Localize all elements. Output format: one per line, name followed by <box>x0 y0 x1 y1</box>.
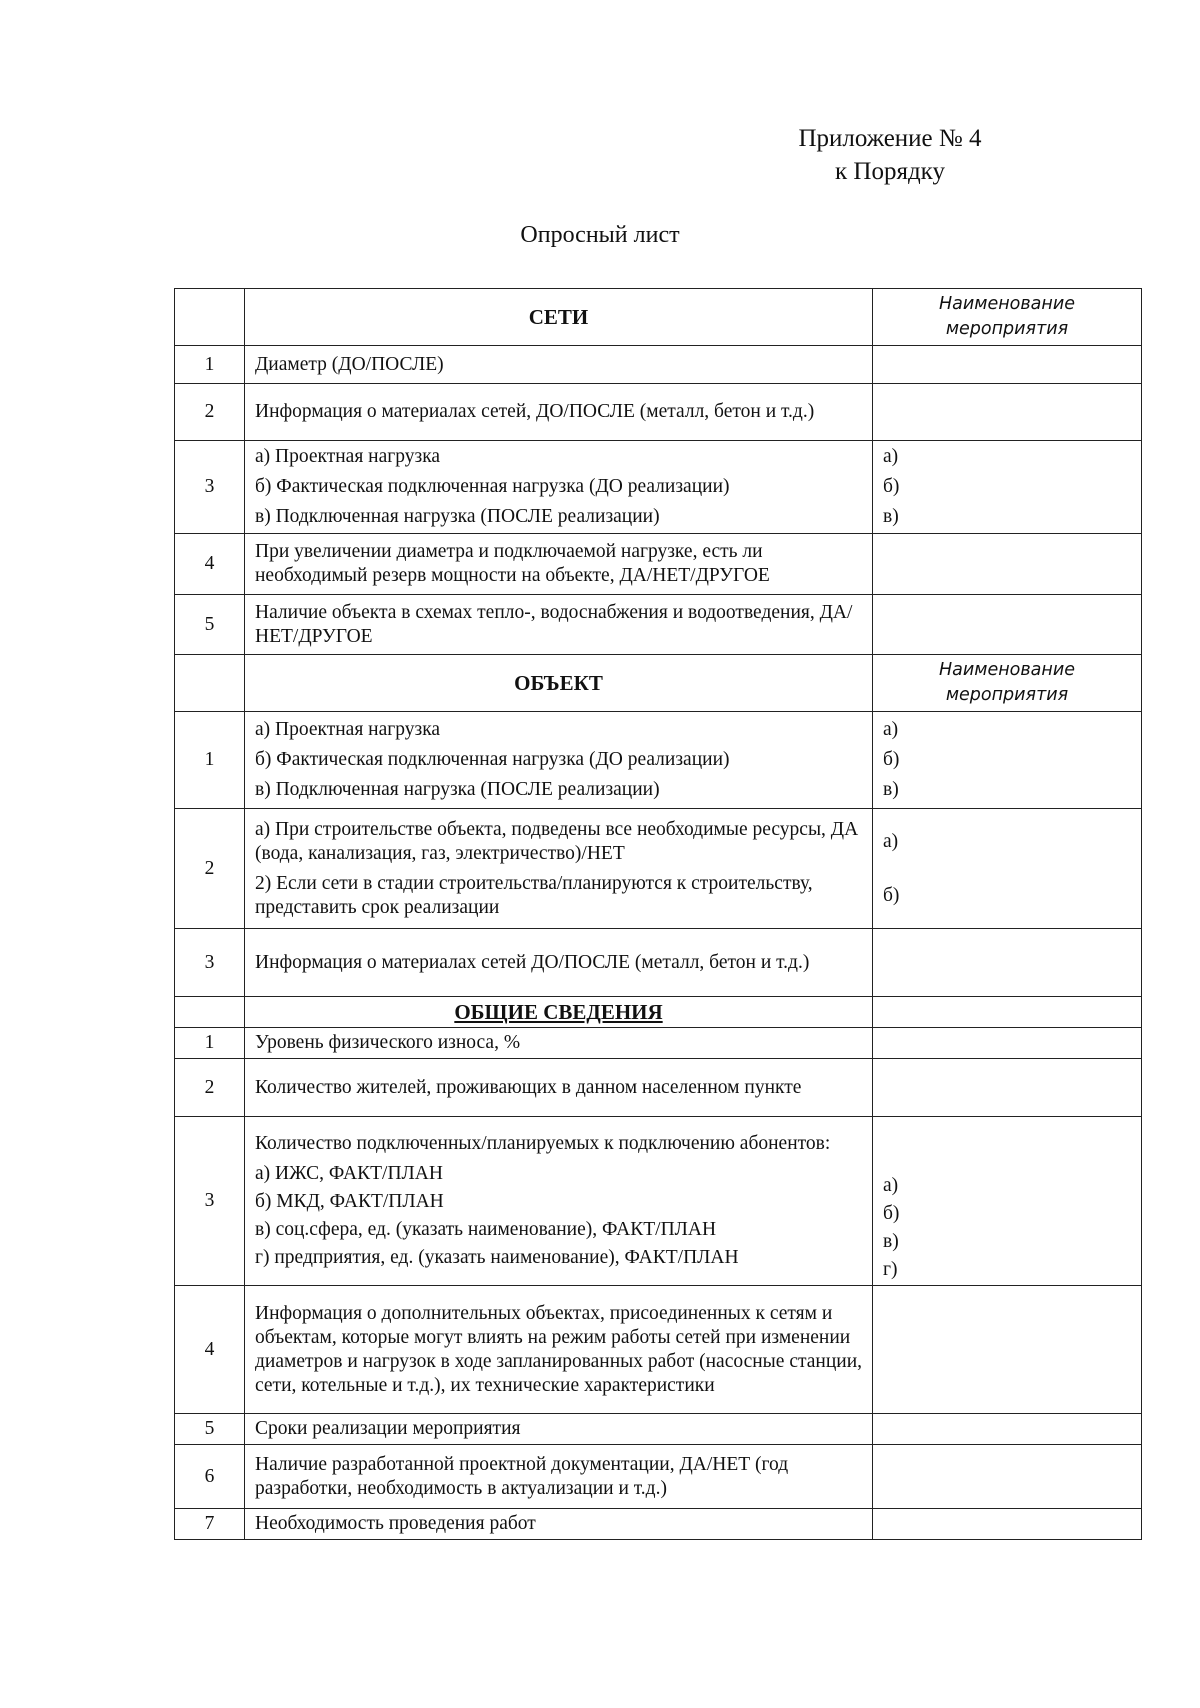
table-row <box>175 346 1142 384</box>
table-row <box>175 1414 1142 1445</box>
answer-cell[interactable] <box>873 595 1142 655</box>
row-intro: Количество подключенных/планируемых к подключению абонентов: <box>255 1133 831 1154</box>
table-row <box>175 1509 1142 1540</box>
answer-cell[interactable] <box>873 346 1142 384</box>
sub-item: а) При строительстве объекта, подведены все необходимые ресурсы, ДА (вода, канализация, газ, электричество)/НЕТ <box>255 818 859 864</box>
appendix-number: Приложение № 4 <box>798 125 982 152</box>
row-text <box>245 1117 873 1286</box>
row-number: 2 <box>175 384 245 441</box>
row-number: 1 <box>175 346 245 384</box>
section-header-object <box>175 655 1142 712</box>
sub-item: б) Фактическая подключенная нагрузка (ДО реализации) <box>255 749 730 770</box>
action-column-header: Наименование мероприятия <box>873 289 1142 346</box>
sub-item: в) Подключенная нагрузка (ПОСЛЕ реализации) <box>255 779 660 800</box>
section-header-general <box>175 997 1142 1028</box>
sub-item: а) Проектная нагрузка <box>255 719 441 740</box>
header-num-cell <box>175 655 245 712</box>
row-text <box>245 712 873 809</box>
section-header-networks <box>175 289 1142 346</box>
row-text: При увеличении диаметра и подключаемой нагрузке, есть ли необходимый резерв мощности на объекте, ДА/НЕТ/ДРУГОЕ <box>245 534 873 595</box>
sub-item: а) Проектная нагрузка <box>255 446 441 467</box>
row-text: Информация о материалах сетей, ДО/ПОСЛЕ (металл, бетон и т.д.) <box>245 384 873 441</box>
row-text: Информация о дополнительных объектах, присоединенных к сетям и объектам, которые могут влиять на режим работы сетей при изменении диаметров и нагрузок в ходе запланированных работ (насосные станции, сети, котельные и т.д.), их технические характеристики <box>245 1286 873 1414</box>
header-num-cell <box>175 289 245 346</box>
sub-item: г) предприятия, ед. (указать наименование), ФАКТ/ПЛАН <box>255 1247 739 1268</box>
table-row <box>175 1028 1142 1059</box>
row-number: 3 <box>175 441 245 534</box>
table-row <box>175 441 1142 534</box>
answer-letter: б) <box>883 749 900 770</box>
answer-letter: б) <box>883 884 900 906</box>
row-number: 1 <box>175 712 245 809</box>
questionnaire-table <box>174 288 1142 1540</box>
row-text: Диаметр (ДО/ПОСЛЕ) <box>245 346 873 384</box>
row-text <box>245 441 873 534</box>
row-number: 6 <box>175 1445 245 1509</box>
answer-letter: а) <box>883 719 899 740</box>
answer-cell[interactable] <box>873 1509 1142 1540</box>
answer-letter: г) <box>883 1259 898 1280</box>
answer-cell[interactable] <box>873 1117 1142 1286</box>
section-title-object: ОБЪЕКТ <box>245 655 873 712</box>
sub-item: б) МКД, ФАКТ/ПЛАН <box>255 1191 444 1212</box>
row-text: Информация о материалах сетей ДО/ПОСЛЕ (металл, бетон и т.д.) <box>245 929 873 997</box>
answer-letter: в) <box>883 779 899 800</box>
row-number: 4 <box>175 1286 245 1414</box>
section-title-networks: СЕТИ <box>245 289 873 346</box>
answer-letter: а) <box>883 446 899 467</box>
answer-cell[interactable] <box>873 1286 1142 1414</box>
table-row <box>175 712 1142 809</box>
table-row <box>175 1445 1142 1509</box>
table-row <box>175 809 1142 929</box>
sub-item: в) Подключенная нагрузка (ПОСЛЕ реализации) <box>255 506 660 527</box>
answer-cell[interactable] <box>873 1414 1142 1445</box>
answer-letter: а) <box>883 830 899 852</box>
row-number: 4 <box>175 534 245 595</box>
row-number: 3 <box>175 929 245 997</box>
answer-cell[interactable] <box>873 441 1142 534</box>
row-text: Уровень физического износа, % <box>245 1028 873 1059</box>
sub-item: б) Фактическая подключенная нагрузка (ДО реализации) <box>255 476 730 497</box>
answer-cell[interactable] <box>873 1445 1142 1509</box>
answer-cell[interactable] <box>873 712 1142 809</box>
row-number: 5 <box>175 595 245 655</box>
answer-letter: б) <box>883 476 900 497</box>
answer-cell[interactable] <box>873 1028 1142 1059</box>
row-number: 3 <box>175 1117 245 1286</box>
row-number: 2 <box>175 809 245 929</box>
row-text: Наличие разработанной проектной документации, ДА/НЕТ (год разработки, необходимость в актуализации и т.д.) <box>245 1445 873 1509</box>
answer-letter: б) <box>883 1203 900 1224</box>
answer-cell[interactable] <box>873 384 1142 441</box>
appendix-block <box>740 122 1040 188</box>
sub-item: а) ИЖС, ФАКТ/ПЛАН <box>255 1163 443 1184</box>
sub-item: в) соц.сфера, ед. (указать наименование), ФАКТ/ПЛАН <box>255 1219 717 1240</box>
row-text: Количество жителей, проживающих в данном населенном пункте <box>245 1059 873 1117</box>
table-row <box>175 929 1142 997</box>
row-text <box>245 809 873 929</box>
row-text: Необходимость проведения работ <box>245 1509 873 1540</box>
row-number: 2 <box>175 1059 245 1117</box>
table-row <box>175 534 1142 595</box>
answer-cell[interactable] <box>873 1059 1142 1117</box>
table-row <box>175 1286 1142 1414</box>
answer-cell[interactable] <box>873 929 1142 997</box>
sub-item: 2) Если сети в стадии строительства/планируются к строительству, представить срок реализации <box>255 872 813 918</box>
table-row <box>175 384 1142 441</box>
answer-cell[interactable] <box>873 534 1142 595</box>
section-title-general: ОБЩИЕ СВЕДЕНИЯ <box>245 997 873 1028</box>
table-row <box>175 1117 1142 1286</box>
row-number: 1 <box>175 1028 245 1059</box>
header-action-cell <box>873 997 1142 1028</box>
answer-letter: в) <box>883 506 899 527</box>
row-text: Сроки реализации мероприятия <box>245 1414 873 1445</box>
row-number: 5 <box>175 1414 245 1445</box>
answer-letter: а) <box>883 1175 899 1196</box>
appendix-reference: к Порядку <box>835 158 945 185</box>
action-column-header: Наименование мероприятия <box>873 655 1142 712</box>
table-row <box>175 595 1142 655</box>
answer-letter: в) <box>883 1231 899 1252</box>
answer-cell[interactable] <box>873 809 1142 929</box>
document-title: Опросный лист <box>520 222 680 248</box>
row-number: 7 <box>175 1509 245 1540</box>
row-text: Наличие объекта в схемах тепло-, водоснабжения и водоотведения, ДА/НЕТ/ДРУГОЕ <box>245 595 873 655</box>
header-num-cell <box>175 997 245 1028</box>
table-row <box>175 1059 1142 1117</box>
